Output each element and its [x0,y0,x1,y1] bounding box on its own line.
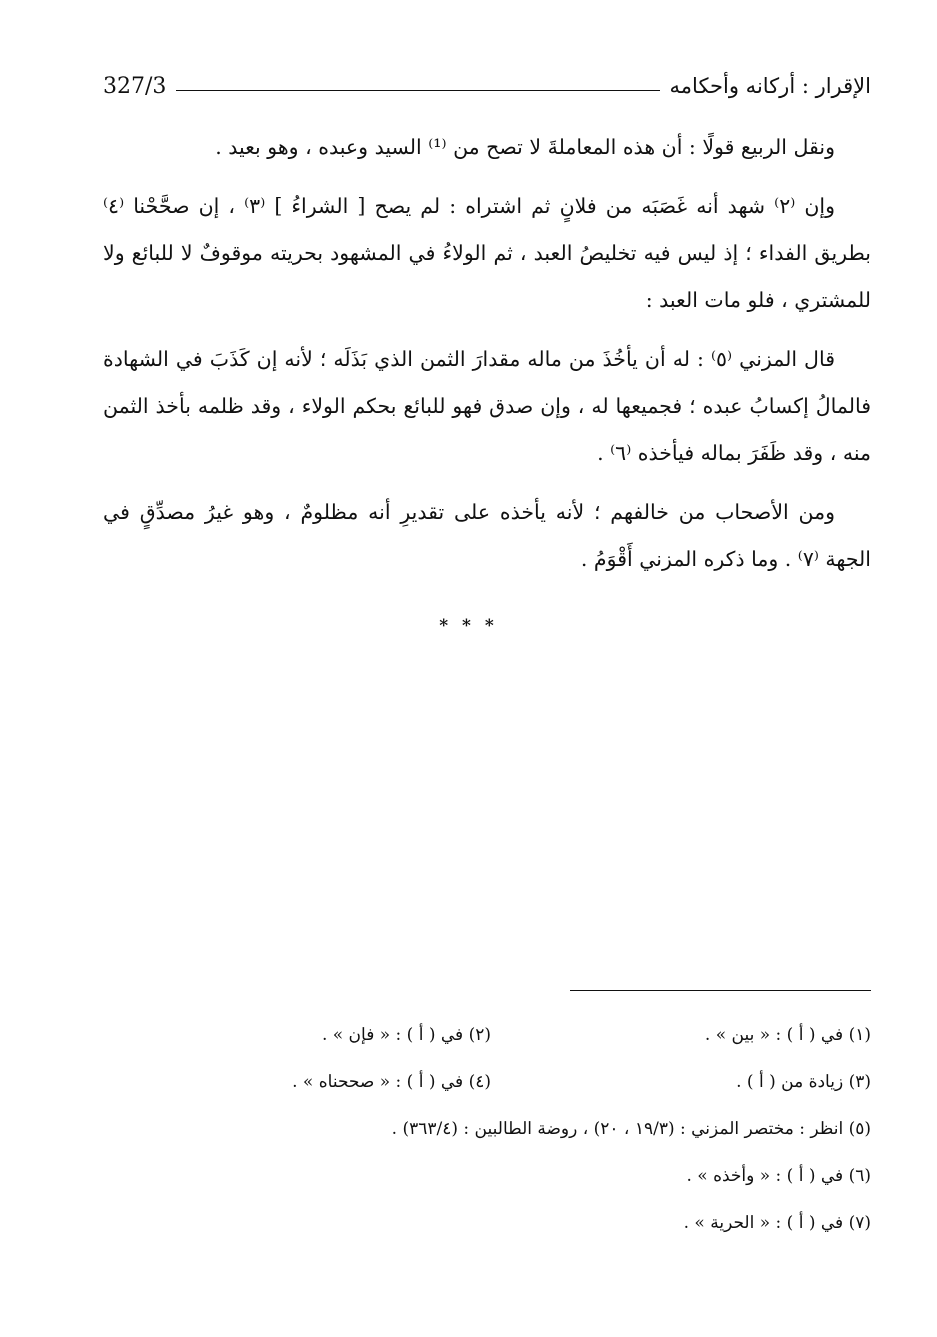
footnote: (٢) في ( أ ) : « فإن » . [321,1025,491,1045]
footnote: (١) في ( أ ) : « بين » . [704,1025,871,1045]
paragraph: قال المزني ⁽٥⁾ : له أن يأخُذَ من ماله مقدارَ الثمن الذي بَذَلَه ؛ لأنه إن كَذَبَ في الشهادة فالمالُ إكسابُ عبده ؛ فجميعها له ، وإن صدق فهو للبائع بحكم الولاء ، وقد ظلمه بأخذ الثمن منه ، وقد ظَفَرَ بماله فيأخذه ⁽٦⁾ . [103,347,871,465]
footnote-row [103,1059,871,1106]
footnotes [103,1012,871,1247]
footnote-row [103,1012,871,1059]
paragraph: ونقل الربيع قولًا : أن هذه المعاملةَ لا تصح من ⁽¹⁾ السيد وعبده ، وهو بعيد . [215,135,835,159]
footnote: (٧) في ( أ ) : « الحرية » . [683,1213,871,1233]
footnote: (٥) انظر : مختصر المزني : (١٩/٣ ، ٢٠) ، روضة الطالبين : (٣٦٣/٤) . [391,1119,871,1139]
paragraph: وإن ⁽٢⁾ شهد أنه غَصَبَه من فلانٍ ثم اشتراه : لم يصح [ الشراءُ ] ⁽٣⁾ ، إن صحَّحْنا ⁽٤⁾ بطريق الفداء ؛ إذ ليس فيه تخليصُ العبد ، ثم الولاءُ في المشهود بحريته موقوفٌ لا للبائع ولا للمشتري ، فلو مات العبد : [103,194,871,312]
footnote: (٦) في ( أ ) : « وأخذه » . [686,1166,871,1186]
running-title: الإقرار : أركانه وأحكامه [669,74,871,98]
paragraph: ومن الأصحاب من خالفهم ؛ لأنه يأخذه على تقديرِ أنه مظلومٌ ، وهو غيرُ مصدِّقٍ في الجهة ⁽٧⁾ . وما ذكره المزني أَقْوَمُ . [103,500,871,571]
running-header [103,66,871,106]
footnote-rule [570,990,871,991]
footnote: (٤) في ( أ ) : « صححناه » . [292,1072,491,1092]
section-separator: * * * [439,616,498,636]
page-number: 327/3 [103,73,167,99]
footnote: (٣) زيادة من ( أ ) . [736,1072,871,1092]
header-rule [176,90,659,91]
main-text [103,124,871,583]
